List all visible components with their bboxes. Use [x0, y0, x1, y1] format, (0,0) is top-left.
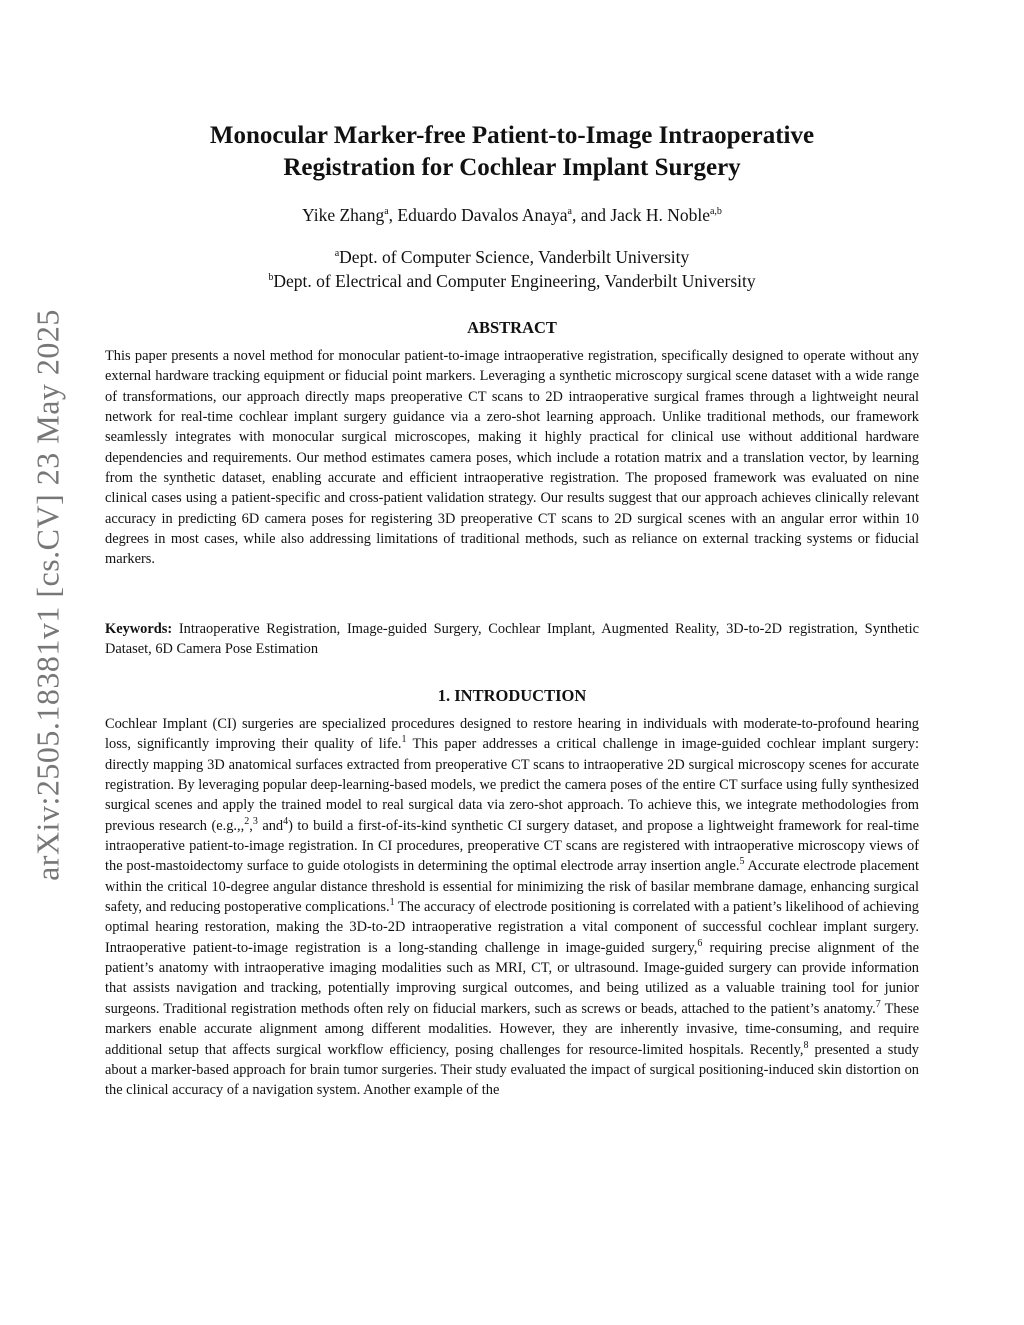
intro-sentence: presented a study about a marker-based approach for brain tumor surgeries. Their study evaluated the impact of surgical positioning-induced skin distortion on the clinical accuracy of a navigation system. Another example of the: [105, 1041, 919, 1099]
citation-ref[interactable]: 1: [389, 897, 395, 909]
citation-ref[interactable]: 1: [401, 734, 407, 746]
intro-sentence: Accurate electrode placement within the critical 10-degree angular distance threshold is essential for minimizing the risk of basilar membrane damage, enhancing surgical safety, and reducing postoperative complications.: [105, 858, 919, 916]
title-line-2: Registration for Cochlear Implant Surgery: [283, 154, 741, 181]
citation-ref[interactable]: 3: [252, 815, 258, 827]
affiliation-marker: a: [567, 206, 572, 218]
affiliation-text: Dept. of Electrical and Computer Engineering, Vanderbilt University: [273, 271, 756, 291]
introduction-heading: 1. INTRODUCTION: [437, 686, 587, 705]
affiliation-b: [130, 271, 894, 292]
citation-ref[interactable]: 2: [244, 815, 250, 827]
arxiv-sidebar: [0, 0, 96, 1325]
affiliation-text: Dept. of Computer Science, Vanderbilt University: [339, 247, 690, 267]
intro-sentence: ,: [249, 817, 253, 834]
intro-sentence: and: [257, 817, 284, 834]
abstract-text: This paper presents a novel method for monocular patient-to-image intraoperative registration, specifically designed to operate without any external hardware tracking equipment or fiducial point markers. Leveraging a synthetic microscopy surgical scene dataset with a wide range of transformations, our approach directly maps preoperative CT scans to 2D intraoperative surgical frames through a lightweight neural network for real-time cochlear implant surgery guidance via a zero-shot learning approach. Unlike traditional methods, our framework seamlessly integrates with monocular surgical microscopes, making it highly practical for clinical use without additional hardware dependencies and requirements. Our method estimates camera poses, which include a rotation matrix and a translation vector, by learning from the synthetic dataset, enabling accurate and efficient intraoperative registration. The proposed framework was evaluated on nine clinical cases using a patient-specific and cross-patient validation strategy. Our results suggest that our approach achieves clinically relevant accuracy in predicting 6D camera poses for registering 3D preoperative CT scans to 2D surgical scenes with an angular error within 10 degrees in most cases, while also addressing limitations of traditional methods, such as reliance on external tracking systems or fiducial markers.: [105, 348, 919, 568]
introduction-text: [105, 714, 919, 1101]
intro-sentence: ) to build a first-of-its-kind synthetic CI surgery dataset, and propose a lightweight framework for real-time intraoperative patient-to-image registration. In CI procedures, preoperative CT scans are registered with intraoperative microscopy views of the post-mastoidectomy surface to guide otologists in determining the optimal electrode array insertion angle.: [105, 817, 919, 875]
arxiv-identifier: arXiv:2505.18381v1 [cs.CV] 23 May 2025: [29, 309, 66, 881]
keywords-text: Intraoperative Registration, Image-guided Surgery, Cochlear Implant, Augmented Reality, 3D-to-2D registration, Synthetic Dataset, 6D Camera Pose Estimation: [105, 621, 919, 658]
affiliation-marker: a,b: [709, 206, 722, 218]
affiliation-marker: a: [384, 206, 389, 218]
author-name: , Eduardo Davalos Anaya: [388, 205, 568, 225]
citation-ref[interactable]: 5: [739, 856, 745, 868]
author-name: , and Jack H. Noble: [571, 205, 710, 225]
affiliation-marker: b: [268, 272, 274, 284]
keywords: [105, 619, 919, 660]
intro-sentence: The accuracy of electrode positioning is correlated with a patient’s likelihood of achieving optimal hearing restoration, making the 3D-to-2D intraoperative registration a vital component of successful cochlear implant surgery. Intraoperative patient-to-image registration is a long-standing challenge in image-guided surgery,: [105, 899, 919, 956]
affiliation-marker: a: [334, 248, 340, 260]
title-line-1: Monocular Marker-free Patient-to-Image Intraoperative: [209, 122, 815, 149]
affiliation-a: [130, 247, 894, 268]
citation-ref[interactable]: 7: [875, 999, 881, 1011]
abstract-heading: ABSTRACT: [467, 318, 557, 337]
keywords-label: Keywords:: [105, 621, 173, 637]
intro-sentence: requiring precise alignment of the patient’s anatomy with intraoperative imaging modalities such as MRI, CT, or ultrasound. Image-guided surgery can provide information that assists navigation and tracking, potentially improving surgical outcomes, and being utilized as a valuable training tool for junior surgeons. Traditional registration methods often rely on fiducial markers, such as screws or beads, attached to the patient’s anatomy.: [105, 939, 919, 1017]
intro-sentence: Cochlear Implant (CI) surgeries are specialized procedures designed to restore hearing in individuals with moderate-to-profound hearing loss, significantly improving their quality of life.: [105, 716, 919, 753]
citation-ref[interactable]: 4: [283, 815, 289, 827]
intro-sentence: This paper addresses a critical challenge in image-guided cochlear implant surgery: directly mapping 3D anatomical surfaces extracted from preoperative CT scans to intraoperative 2D surgical microscopy scenes for accurate registration. By leveraging popular deep-learning-based models, we predict the camera poses of the entire CT surface using fully synthesized surgical scenes and apply the trained model to real surgical data via zero-shot approach. To achieve this, we integrate methodologies from previous research (e.g.,,: [105, 736, 920, 834]
author-list: [130, 205, 894, 226]
citation-ref[interactable]: 6: [697, 937, 703, 949]
intro-sentence: These markers enable accurate alignment among different modalities. However, they are inherently invasive, time-consuming, and require additional setup that affects surgical workflow efficiency, posing challenges for resource-limited hospitals. Recently,: [105, 1000, 919, 1058]
author-name: Yike Zhang: [302, 205, 385, 225]
citation-ref[interactable]: 8: [803, 1039, 809, 1051]
paper-title: [130, 120, 894, 184]
